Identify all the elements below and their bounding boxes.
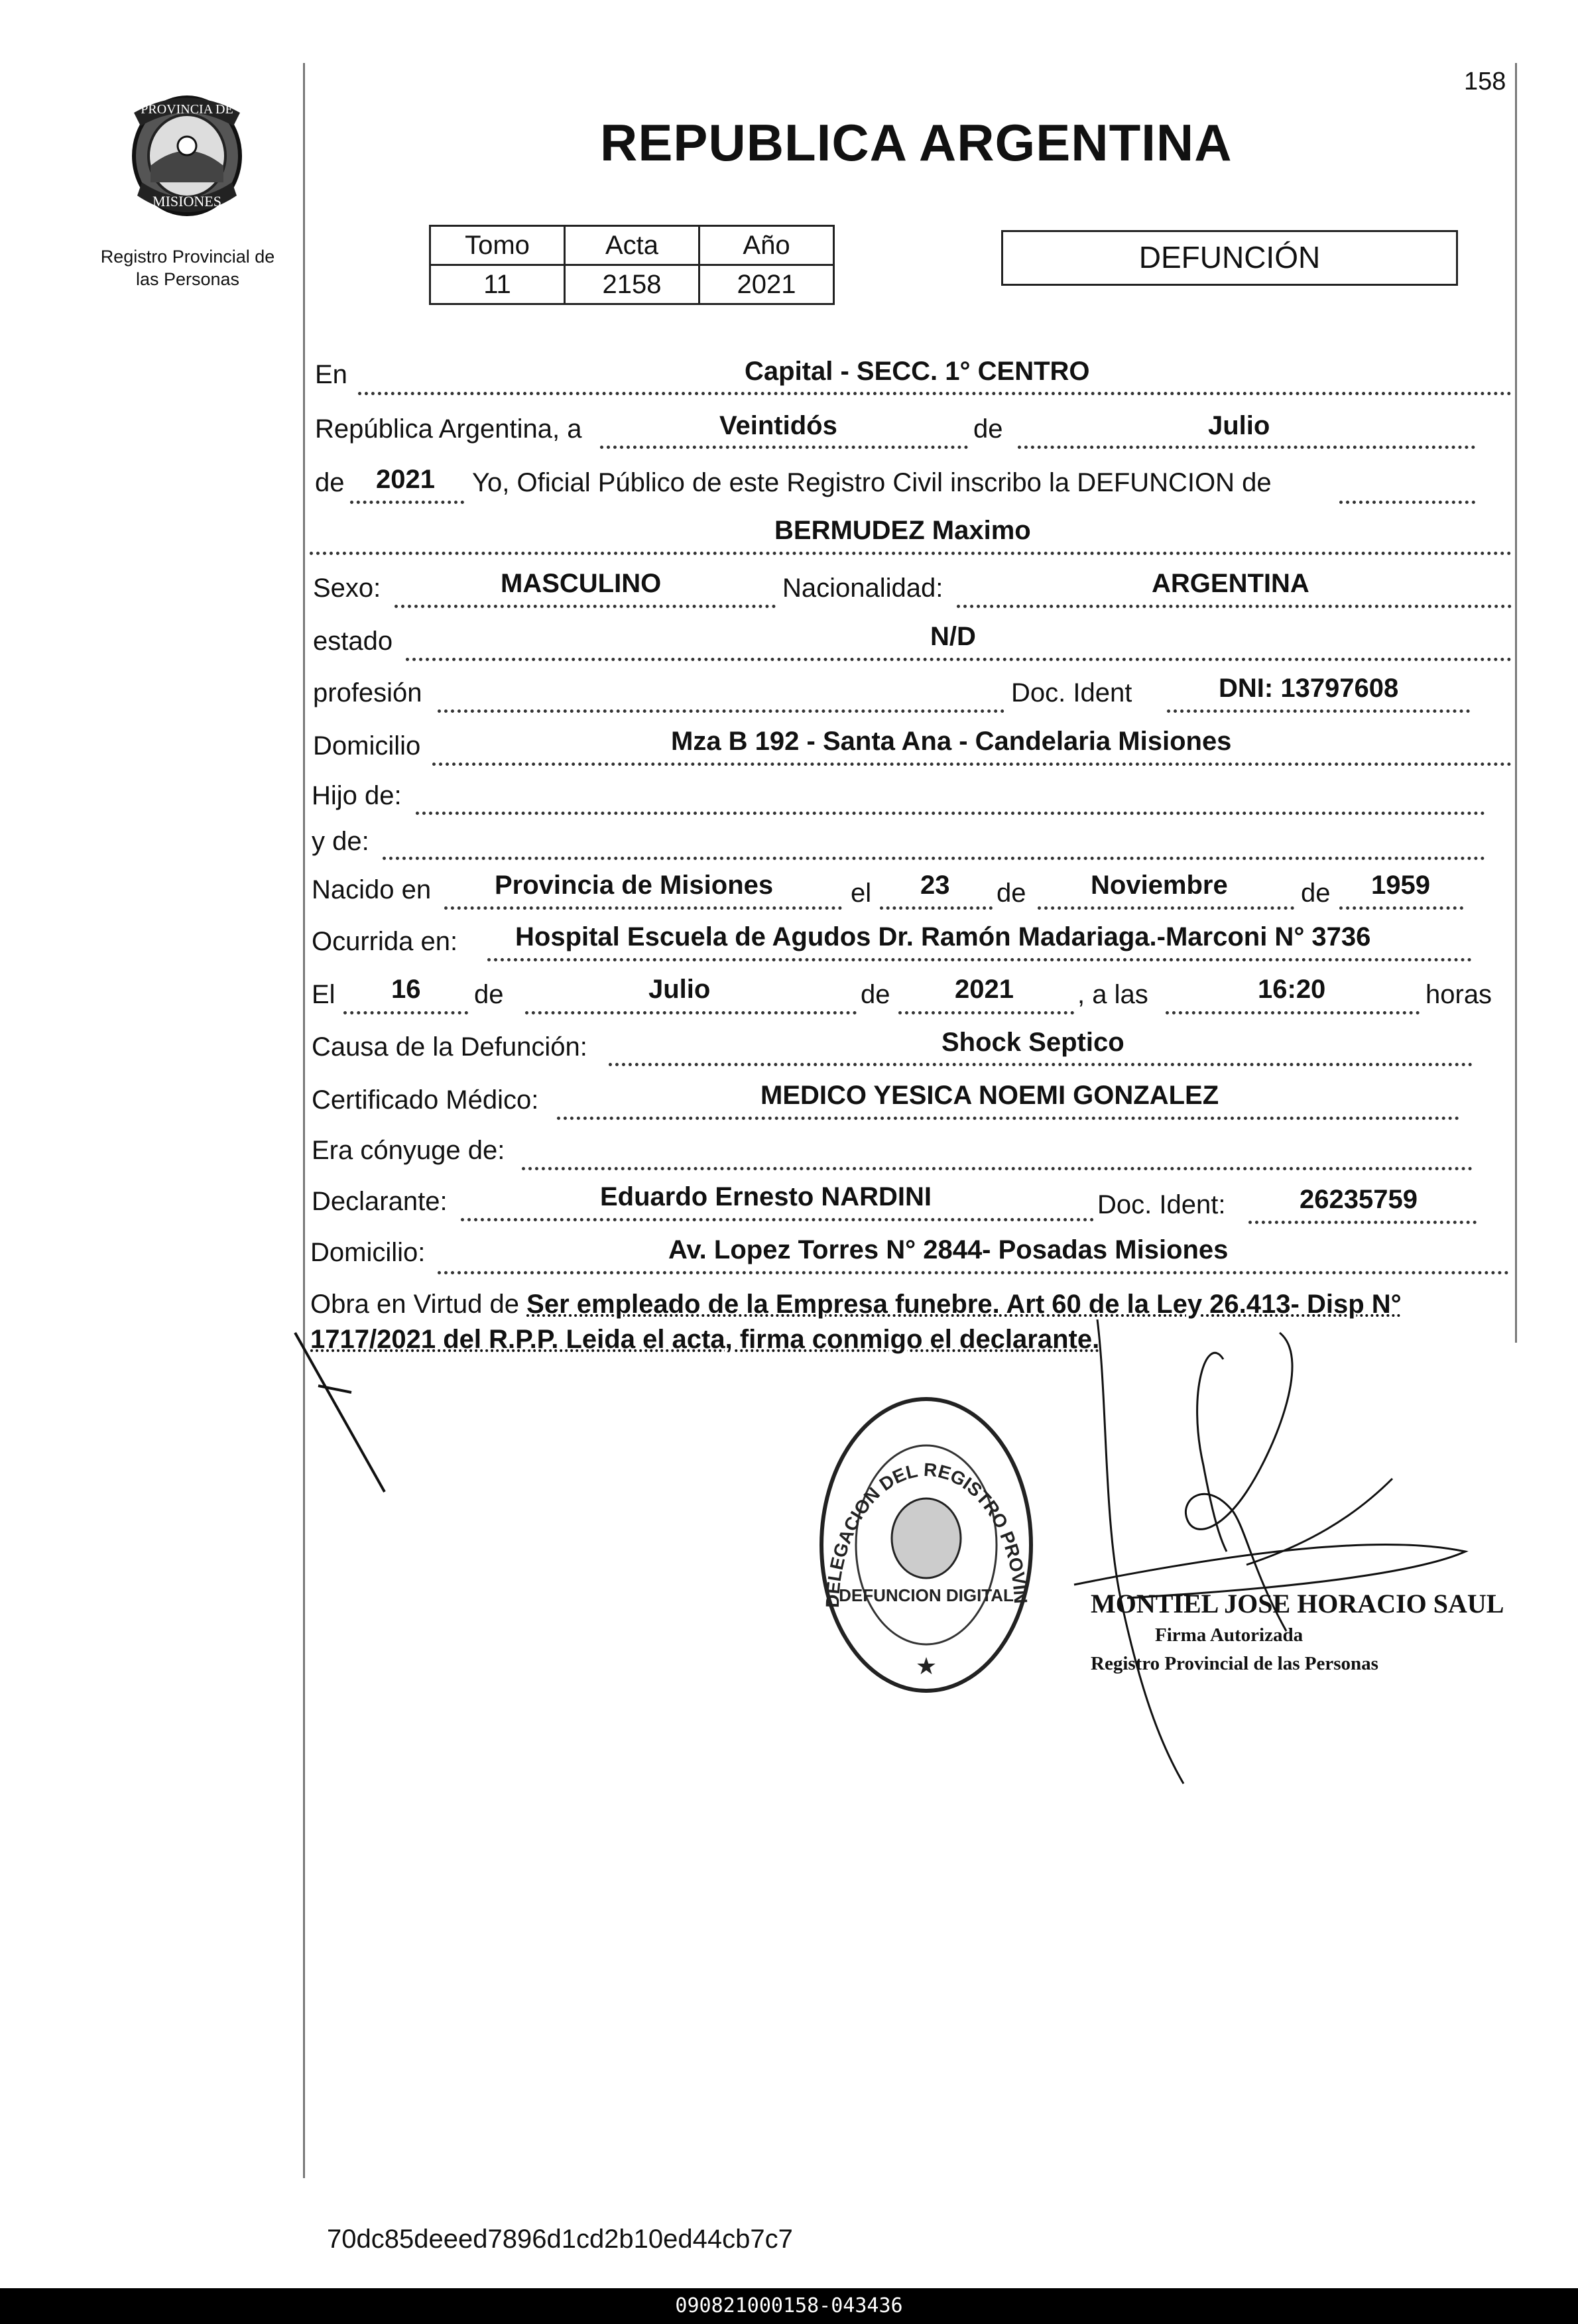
stamp-outer-text: DELEGACION DEL REGISTRO PROVIN [821, 1459, 1032, 1609]
handwritten-signature [278, 1319, 1492, 1797]
emblem-caption-line2: las Personas [135, 269, 240, 289]
de-label: de [474, 980, 504, 1009]
domicilio-value: Mza B 192 - Santa Ana - Candelaria Misiones [671, 727, 1232, 756]
declarante-dom-value: Av. Lopez Torres N° 2844- Posadas Misiones [668, 1235, 1229, 1264]
dotted-line [350, 501, 464, 504]
el-upper-label: El [312, 980, 335, 1009]
left-margin-line [303, 63, 305, 2178]
ocurrida-label: Ocurrida en: [312, 927, 458, 956]
dotted-line [416, 812, 1485, 815]
nacido-dia-value: 23 [920, 871, 950, 900]
dotted-line [609, 1063, 1473, 1066]
nacido-anio-value: 1959 [1371, 871, 1430, 900]
document-hash: 70dc85deeed7896d1cd2b10ed44cb7c7 [327, 2225, 793, 2254]
horas-label: horas [1426, 980, 1492, 1009]
emblem-top-text: PROVINCIA DE [141, 102, 233, 117]
nacido-mes-value: Noviembre [1091, 871, 1228, 900]
de-label: de [1301, 879, 1331, 908]
dotted-line [1018, 446, 1475, 449]
footer-code-bar: 090821000158-043436 [0, 2288, 1578, 2324]
causa-label: Causa de la Defunción: [312, 1032, 587, 1062]
reference-table [429, 225, 835, 305]
dotted-line [1167, 709, 1470, 713]
dotted-line [432, 763, 1512, 766]
dotted-line [557, 1117, 1459, 1120]
right-margin-line [1515, 63, 1517, 1343]
document-type-box: DEFUNCIÓN [1001, 230, 1458, 286]
de-label: de [973, 414, 1003, 444]
de-label: de [315, 468, 345, 497]
obra-text-2: 1717/2021 del R.P.P. Leida el acta, firma conmigo el declarante. [310, 1325, 1100, 1354]
place-value: Capital - SECC. 1° CENTRO [745, 357, 1090, 386]
ocurrida-lugar-value: Hospital Escuela de Agudos Dr. Ramón Madariaga.-Marconi N° 3736 [515, 922, 1371, 951]
dotted-line [438, 709, 1004, 713]
muerte-mes-value: Julio [648, 975, 711, 1004]
de-label: de [997, 879, 1026, 908]
profesion-label: profesión [313, 678, 422, 707]
dotted-line [898, 1011, 1074, 1014]
dotted-line [880, 906, 993, 910]
dotted-line [406, 658, 1512, 661]
en-label: En [315, 360, 347, 389]
dotted-line [1339, 501, 1475, 504]
dotted-line [1038, 906, 1294, 910]
tomo-value: 11 [430, 265, 565, 304]
inscription-text: Yo, Oficial Público de este Registro Civil inscribo la DEFUNCION de [472, 468, 1272, 497]
dotted-line [1339, 906, 1463, 910]
dotted-line [343, 1011, 468, 1014]
emblem-caption-line1: Registro Provincial de [100, 247, 275, 267]
declarante-label: Declarante: [312, 1187, 448, 1216]
anio-value: 2021 [699, 265, 834, 304]
dotted-line [358, 392, 1512, 395]
declarante-doc-value: 26235759 [1300, 1185, 1418, 1214]
republica-label: República Argentina, a [315, 414, 582, 444]
anio-header: Año [699, 226, 834, 265]
signature-org: Registro Provincial de las Personas [1091, 1653, 1378, 1674]
a-las-label: , a las [1077, 980, 1148, 1009]
stamp-inner-text: DEFUNCION DIGITAL [839, 1585, 1014, 1605]
declarante-doc-label: Doc. Ident: [1097, 1190, 1226, 1219]
doc-ident-value: DNI: 13797608 [1219, 674, 1399, 703]
domicilio-label: Domicilio [313, 731, 421, 761]
doc-ident-label: Doc. Ident [1011, 678, 1132, 707]
signature-name: MONTIEL JOSE HORACIO SAUL [1091, 1589, 1504, 1619]
dotted-line [600, 446, 968, 449]
dotted-line [525, 1011, 857, 1014]
year-value: 2021 [376, 465, 435, 494]
month-value: Julio [1208, 411, 1270, 440]
nacido-label: Nacido en [312, 875, 432, 904]
acta-value: 2158 [565, 265, 699, 304]
acta-header: Acta [565, 226, 699, 265]
dotted-line [444, 906, 842, 910]
obra-line-1 [310, 1290, 1402, 1319]
emblem-bottom-text: MISIONES [152, 193, 221, 210]
nacionalidad-label: Nacionalidad: [782, 574, 943, 603]
provincial-emblem [121, 83, 253, 225]
obra-label: Obra en Virtud de [310, 1290, 520, 1319]
deceased-name: BERMUDEZ Maximo [774, 516, 1031, 545]
page-number: 158 [1464, 68, 1506, 95]
day-words-value: Veintidós [719, 411, 837, 440]
dotted-line [461, 1218, 1094, 1221]
sexo-label: Sexo: [313, 574, 381, 603]
dotted-line [310, 552, 1512, 555]
dotted-line [957, 605, 1512, 608]
dotted-line [1166, 1011, 1420, 1014]
tomo-header: Tomo [430, 226, 565, 265]
signature-role: Firma Autorizada [1155, 1624, 1304, 1646]
dotted-line [438, 1271, 1509, 1274]
estado-label: estado [313, 627, 393, 656]
emblem-caption [78, 245, 297, 290]
causa-value: Shock Septico [941, 1028, 1124, 1057]
obra-text-1: Ser empleado de la Empresa funebre. Art 60 de la Ley 26.413- Disp N° [526, 1290, 1402, 1319]
muerte-anio-value: 2021 [955, 975, 1014, 1004]
declarante-value: Eduardo Ernesto NARDINI [600, 1182, 932, 1211]
hijo-label: Hijo de: [312, 781, 402, 810]
certificado-value: MEDICO YESICA NOEMI GONZALEZ [760, 1081, 1219, 1110]
conyuge-label: Era cónyuge de: [312, 1136, 505, 1165]
dotted-line [383, 857, 1485, 860]
dotted-line [394, 605, 776, 608]
dotted-line [522, 1167, 1473, 1170]
declarante-dom-label: Domicilio: [310, 1238, 426, 1267]
el-label: el [851, 879, 872, 908]
sexo-value: MASCULINO [501, 569, 662, 598]
nacionalidad-value: ARGENTINA [1152, 569, 1309, 598]
muerte-hora-value: 16:20 [1258, 975, 1326, 1004]
estado-value: N/D [930, 622, 976, 651]
star-icon: ★ [915, 1652, 938, 1680]
muerte-dia-value: 16 [391, 975, 421, 1004]
page-title: REPUBLICA ARGENTINA [600, 113, 1233, 172]
dotted-line [1248, 1221, 1477, 1224]
de-label: de [861, 980, 890, 1009]
nacido-lugar-value: Provincia de Misiones [495, 871, 774, 900]
y-de-label: y de: [312, 827, 369, 856]
certificado-label: Certificado Médico: [312, 1085, 539, 1115]
dotted-line [487, 958, 1472, 961]
